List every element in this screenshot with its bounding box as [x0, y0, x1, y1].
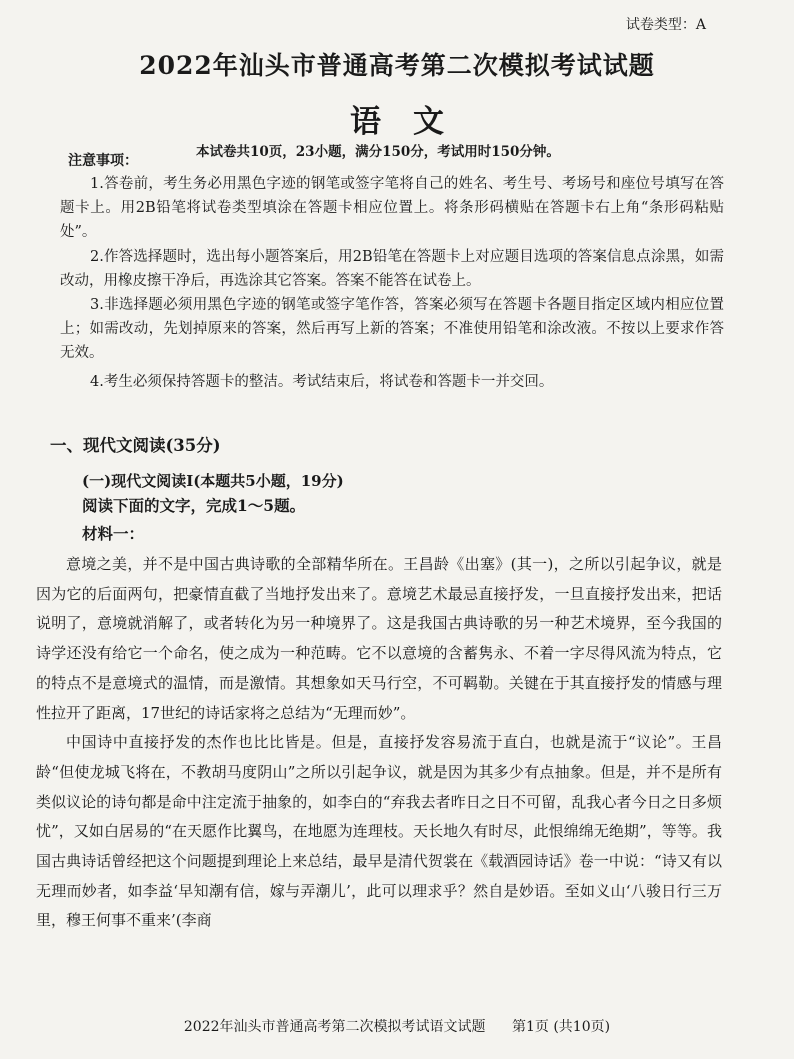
exam-info: 本试卷共10页，23小题，满分150分，考试用时150分钟。: [196, 144, 560, 160]
footer-title: 2022年汕头市普通高考第二次模拟考试语文试题: [183, 1019, 486, 1035]
notice-list: [60, 172, 724, 394]
article-paragraph: 中国诗中直接抒发的杰作也比比皆是。但是，直接抒发容易流于直白，也就是流于“议论”。王昌龄“但使龙城飞将在，不教胡马度阴山”之所以引起争议，就是因为其多少有点抽象。但是，并不是所有类似议论的诗句都是命中注定流于抽象的，如李白的“弃我去者昨日之日不可留，乱我心者今日之日多烦忧”，又如白居易的“在天愿作比翼鸟，在地愿为连理枝。天长地久有时尽，此恨绵绵无绝期”，等等。我国古典诗话曾经把这个问题提到理论上来总结，最早是清代贺裳在《载酒园诗话》卷一中说：“诗又有以无理而妙者，如李益‘早知潮有信，嫁与弄潮儿’，此可以理求乎？然自是妙语。至如义山‘八骏日行三万里，穆王何事不重来’(李商: [36, 733, 722, 930]
subject-title: 语文: [350, 104, 476, 140]
page-footer: [0, 1016, 794, 1036]
notice-item: 3.非选择题必须用黑色字迹的钢笔或签字笔作答，答案必须写在答题卡各题目指定区域内相应位置上；如需改动，先划掉原来的答案，然后再写上新的答案；不准使用铅笔和涂改液。不按以上要求作答无效。: [60, 297, 724, 362]
reading-instruction: 阅读下面的文字，完成1～5题。: [82, 496, 306, 515]
page-number: 第1页 (共10页): [511, 1019, 611, 1035]
section-title: 一、现代文阅读(35分): [50, 436, 221, 455]
notice-heading: 注意事项：: [68, 153, 138, 169]
exam-title: 2022年汕头市普通高考第二次模拟考试试题: [139, 51, 655, 80]
paper-type-label: 试卷类型：A: [625, 17, 706, 33]
notice-item: 4.考生必须保持答题卡的整洁。考试结束后，将试卷和答题卡一并交回。: [90, 373, 554, 390]
notice-item: 2.作答选择题时，选出每小题答案后，用2B铅笔在答题卡上对应题目选项的答案信息点涂黑，如需改动，用橡皮擦干净后，再选涂其它答案。答案不能答在试卷上。: [60, 248, 724, 289]
article-body: [36, 550, 722, 936]
article-paragraph: 意境之美，并不是中国古典诗歌的全部精华所在。王昌龄《出塞》(其一)，之所以引起争议，就是因为它的后面两句，把豪情直截了当地抒发出来了。意境艺术最忌直接抒发，一旦直接抒发出来，把话说明了，意境就消解了，或者转化为另一种境界了。这是我国古典诗歌的另一种艺术境界，至今我国的诗学还没有给它一个命名，使之成为一种范畴。它不以意境的含蓄隽永、不着一字尽得风流为特点，它的特点不是意境式的温情，而是激情。其想象如天马行空，不可羁勒。关键在于其直接抒发的情感与理性拉开了距离，17世纪的诗话家将之总结为“无理而妙”。: [36, 555, 722, 722]
subsection-title: (一)现代文阅读Ⅰ(本题共5小题，19分): [82, 472, 344, 490]
material-title: 材料一：: [82, 524, 145, 543]
notice-item: 1.答卷前，考生务必用黑色字迹的钢笔或签字笔将自己的姓名、考生号、考场号和座位号填写在答题卡上。用2B铅笔将试卷类型填涂在答题卡相应位置上。将条形码横贴在答题卡右上角“条形码粘贴处”。: [60, 176, 724, 241]
